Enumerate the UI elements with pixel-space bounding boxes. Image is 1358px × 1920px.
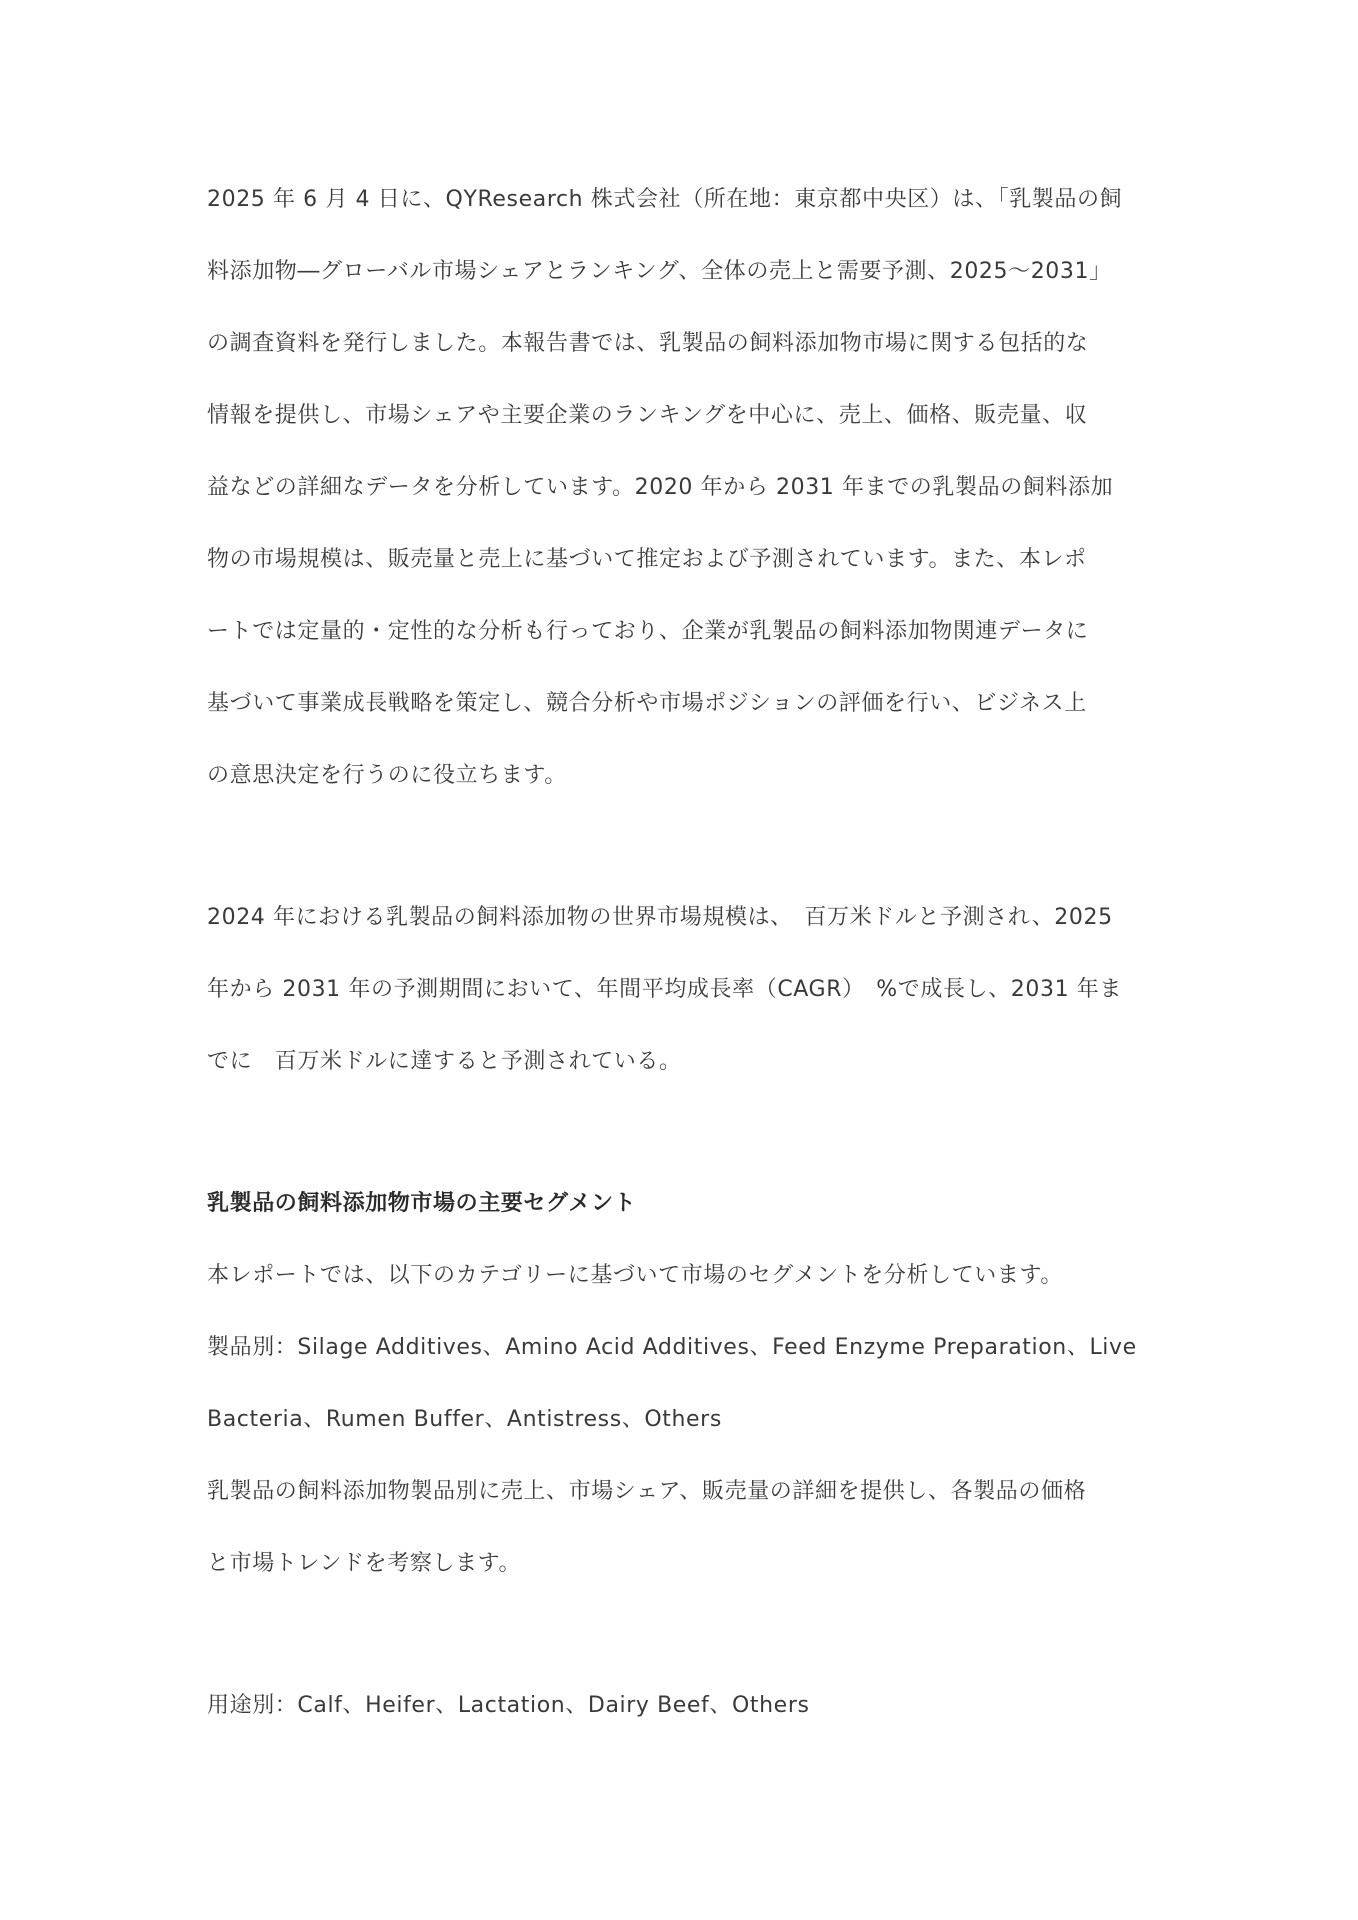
paragraph-line: 2024 年における乳製品の飼料添加物の世界市場規模は、 百万米ドルと予測され、2025 [207,905,1113,930]
paragraph-line: 年から 2031 年の予測期間において、年間平均成長率（CAGR） %で成長し、2031 年ま [207,977,1122,1002]
paragraph-line: 基づいて事業成長戦略を策定し、競合分析や市場ポジションの評価を行い、ビジネス上 [207,691,1087,716]
paragraph-line: の調査資料を発行しました。本報告書では、乳製品の飼料添加物市場に関する包括的な [207,331,1089,356]
paragraph-line: 情報を提供し、市場シェアや主要企業のランキングを中心に、売上、価格、販売量、収 [207,403,1088,428]
section-intro: 本レポートでは、以下のカテゴリーに基づいて市場のセグメントを分析しています。 [207,1263,1063,1288]
paragraph-line: の意思決定を行うのに役立ちます。 [207,763,567,788]
by-product-line: Bacteria、Rumen Buffer、Antistress、Others [207,1407,722,1432]
paragraph-line: 料添加物―グローバル市場シェアとランキング、全体の売上と需要予測、2025～2031」 [207,259,1112,284]
paragraph-line: 物の市場規模は、販売量と売上に基づいて推定および予測されています。また、本レポ [207,547,1087,572]
paragraph-line: 2025 年 6 月 4 日に、QYResearch 株式会社（所在地：東京都中央区）は、「乳製品の飼 [207,187,1123,212]
product-note-line: 乳製品の飼料添加物製品別に売上、市場シェア、販売量の詳細を提供し、各製品の価格 [207,1479,1087,1504]
paragraph-line: 益などの詳細なデータを分析しています。2020 年から 2031 年までの乳製品の飼料添加 [207,475,1114,500]
product-note-line: と市場トレンドを考察します。 [207,1551,522,1576]
by-product-line: 製品別：Silage Additives、Amino Acid Additives、Feed Enzyme Preparation、Live [207,1335,1137,1360]
section-heading: 乳製品の飼料添加物市場の主要セグメント [207,1191,637,1216]
by-application-line: 用途別：Calf、Heifer、Lactation、Dairy Beef、Others [207,1693,810,1718]
paragraph-line: でに 百万米ドルに達すると予測されている。 [207,1049,682,1074]
paragraph-line: ートでは定量的・定性的な分析も行っており、企業が乳製品の飼料添加物関連データに [207,619,1089,644]
